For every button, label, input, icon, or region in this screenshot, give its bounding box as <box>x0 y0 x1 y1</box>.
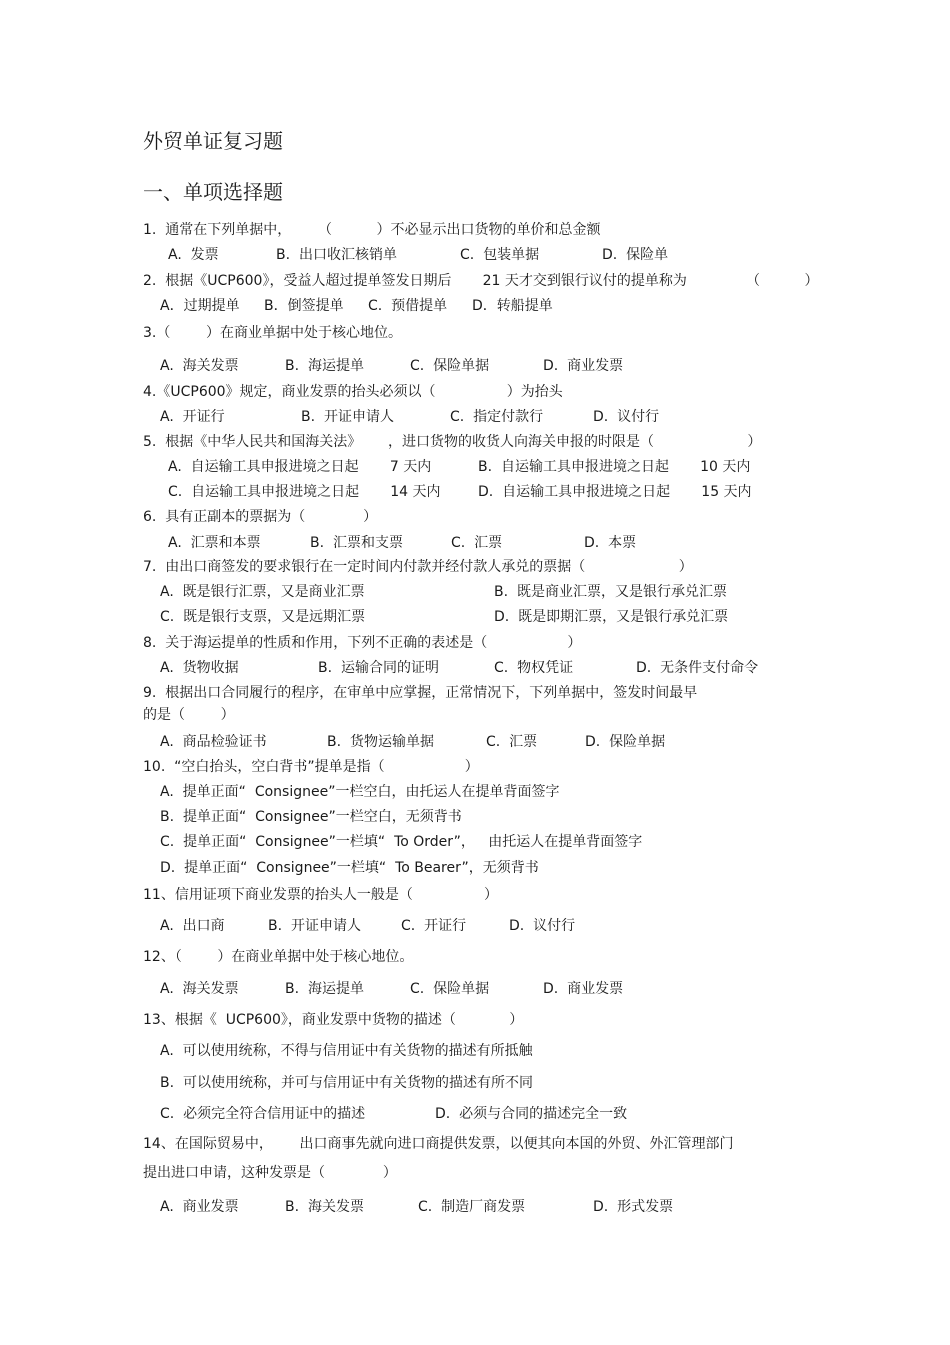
option: B. 可以使用统称，并可与信用证中有关货物的描述有所不同 <box>160 1075 533 1091</box>
option: B. 汇票和支票 <box>310 535 403 551</box>
option: D. 形式发票 <box>593 1199 674 1215</box>
option: A. 商品检验证书 <box>160 734 267 750</box>
document-title: 外贸单证复习题 <box>143 129 283 153</box>
option: B. 海运提单 <box>285 358 364 374</box>
option: C. 保险单据 <box>410 981 490 997</box>
option: B. 出口收汇核销单 <box>276 247 397 263</box>
option: C. 制造厂商发票 <box>418 1199 526 1215</box>
option: C. 提单正面“ Consignee”一栏填“ To Order”， 由托运人在提单背面签字 <box>160 834 643 850</box>
option: A. 既是银行汇票，又是商业汇票 <box>160 584 365 600</box>
option: B. 运输合同的证明 <box>318 660 439 676</box>
option: B. 既是商业汇票，又是银行承兑汇票 <box>494 584 727 600</box>
option: D. 自运输工具申报进境之日起 15 天内 <box>478 484 752 500</box>
question-stem: 8. 关于海运提单的性质和作用，下列不正确的表述是（ ） <box>143 635 582 651</box>
option: C. 包装单据 <box>460 247 540 263</box>
question-stem-continued: 的是（ ） <box>143 707 235 723</box>
option: C. 汇票 <box>486 734 538 750</box>
option: A. 提单正面“ Consignee”一栏空白，由托运人在提单背面签字 <box>160 784 560 800</box>
option: A．过期提单 <box>160 298 240 314</box>
option: A. 自运输工具申报进境之日起 7 天内 <box>168 459 432 475</box>
option: C. 物权凭证 <box>494 660 574 676</box>
option: A. 汇票和本票 <box>168 535 261 551</box>
question-stem: 13、根据《 UCP600》，商业发票中货物的描述（ ） <box>143 1012 524 1028</box>
option: C. 自运输工具申报进境之日起 14 天内 <box>168 484 441 500</box>
option: C. 必须完全符合信用证中的描述 <box>160 1106 366 1122</box>
option: D. 既是即期汇票，又是银行承兑汇票 <box>494 609 729 625</box>
option: A. 海关发票 <box>160 358 239 374</box>
option: B. 开证申请人 <box>268 918 361 934</box>
option: B. 货物运输单据 <box>327 734 434 750</box>
question-stem: 2. 根据《UCP600》，受益人超过提单签发日期后 21 天才交到银行议付的提单称为 <box>143 273 687 289</box>
option: B. 自运输工具申报进境之日起 10 天内 <box>478 459 751 475</box>
option: D. 本票 <box>584 535 637 551</box>
option: D. 提单正面“ Consignee”一栏填“ To Bearer”，无须背书 <box>160 860 539 876</box>
option: D. 无条件支付命令 <box>636 660 759 676</box>
option: A. 开证行 <box>160 409 225 425</box>
question-stem: 6. 具有正副本的票据为（ ） <box>143 509 378 525</box>
question-stem: 3.（ ）在商业单据中处于核心地位。 <box>143 325 402 341</box>
option: A. 货物收据 <box>160 660 239 676</box>
question-stem: 11、信用证项下商业发票的抬头人一般是（ ） <box>143 887 499 903</box>
question-stem: 1. 通常在下列单据中， （ ）不必显示出口货物的单价和总金额 <box>143 222 601 238</box>
option: C. 既是银行支票，又是远期汇票 <box>160 609 366 625</box>
option: C. 保险单据 <box>410 358 490 374</box>
option: B. 海运提单 <box>285 981 364 997</box>
option: D. 议付行 <box>509 918 576 934</box>
question-stem: 4.《UCP600》规定，商业发票的抬头必须以（ ）为抬头 <box>143 384 563 400</box>
option: B. 开证申请人 <box>301 409 394 425</box>
option: B. 海关发票 <box>285 1199 364 1215</box>
option: A. 商业发票 <box>160 1199 239 1215</box>
option: D. 议付行 <box>593 409 660 425</box>
option: A. 发票 <box>168 247 219 263</box>
option: A. 海关发票 <box>160 981 239 997</box>
section-heading: 一、单项选择题 <box>143 180 283 204</box>
option: C. 预借提单 <box>368 298 448 314</box>
question-stem-tail: （ ） <box>746 273 819 289</box>
question-stem: 10. “空白抬头，空白背书”提单是指（ ） <box>143 759 479 775</box>
option: D. 保险单据 <box>585 734 666 750</box>
question-stem-continued: 提出进口申请，这种发票是（ ） <box>143 1165 397 1181</box>
option: C. 开证行 <box>401 918 467 934</box>
option: D．转船提单 <box>472 298 553 314</box>
option: D. 保险单 <box>602 247 669 263</box>
question-stem: 9. 根据出口合同履行的程序，在审单中应掌握，正常情况下，下列单据中，签发时间最早 <box>143 685 698 701</box>
question-stem: 14、在国际贸易中， 出口商事先就向进口商提供发票，以便其向本国的外贸、外汇管理部门 <box>143 1136 734 1152</box>
option: C. 汇票 <box>451 535 503 551</box>
question-stem: 5. 根据《中华人民共和国海关法》 ，进口货物的收货人向海关申报的时限是（ ） <box>143 434 762 450</box>
option: B. 提单正面“ Consignee”一栏空白，无须背书 <box>160 809 462 825</box>
option: B．倒签提单 <box>264 298 344 314</box>
option: A. 可以使用统称，不得与信用证中有关货物的描述有所抵触 <box>160 1043 533 1059</box>
option: D. 商业发票 <box>543 358 624 374</box>
option: C. 指定付款行 <box>450 409 544 425</box>
question-stem: 7. 由出口商签发的要求银行在一定时间内付款并经付款人承兑的票据（ ） <box>143 559 693 575</box>
option: A. 出口商 <box>160 918 225 934</box>
option: D. 必须与合同的描述完全一致 <box>435 1106 628 1122</box>
option: D. 商业发票 <box>543 981 624 997</box>
question-stem: 12、（ ）在商业单据中处于核心地位。 <box>143 949 414 965</box>
